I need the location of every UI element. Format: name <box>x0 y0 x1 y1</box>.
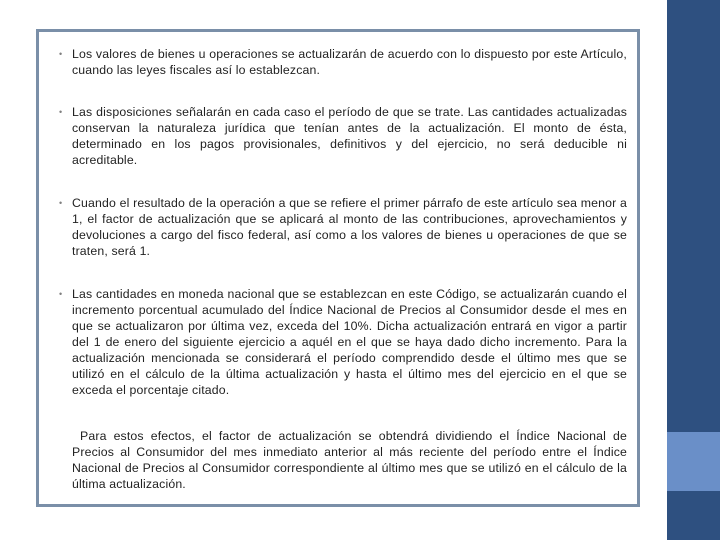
side-stripe-light <box>667 432 720 491</box>
closing-paragraph: Para estos efectos, el factor de actualización se obtendrá dividiendo el Índice Nacional de Precios al Consumidor del mes inmediato anterior al más reciente del período entre el Índice Nacional de Precios al Consumidor correspondiente al último mes que se utilizó en el cálculo de la última actualización. <box>72 429 627 491</box>
side-stripe-dark-top <box>667 0 720 432</box>
bullet-text: Cuando el resultado de la operación a que se refiere el primer párrafo de este artículo sea menor a 1, el factor de actualización que se aplicará al monto de las contribuciones, aprovechamientos y devoluciones a cargo del fisco federal, así como a los valores de bienes u operaciones de que se traten, será 1. <box>72 196 627 258</box>
bullet-text: Las disposiciones señalarán en cada caso el período de que se trate. Las cantidades actualizadas conservan la naturaleza jurídica que tenían antes de la actualización. El monto de ésta, determinado en los pagos provisionales, definitivos y del ejercicio, no será deducible ni acreditable. <box>72 105 627 167</box>
content-frame <box>36 29 640 507</box>
bullet-icon: • <box>59 289 63 299</box>
bullet-icon: • <box>59 198 63 208</box>
bullet-icon: • <box>59 49 63 59</box>
bullet-icon: • <box>59 107 63 117</box>
side-stripe-dark-bottom <box>667 491 720 540</box>
bullet-text: Las cantidades en moneda nacional que se establezcan en este Código, se actualizarán cuando el incremento porcentual acumulado del Índice Nacional de Precios al Consumidor desde el mes en que se actualizaron por última vez, exceda del 10%. Dicha actualización entrará en vigor a partir del 1 de enero del siguiente ejercicio a aquél en el que se haya dado dicho incremento. Para la actualización mencionada se considerará el período comprendido desde el último mes que se utilizó en el cálculo de la última actualización y hasta el último mes del ejercicio en el que se exceda el porcentaje citado. <box>72 287 627 397</box>
bullet-text: Los valores de bienes u operaciones se actualizarán de acuerdo con lo dispuesto por este Artículo, cuando las leyes fiscales así lo establezcan. <box>72 47 627 77</box>
